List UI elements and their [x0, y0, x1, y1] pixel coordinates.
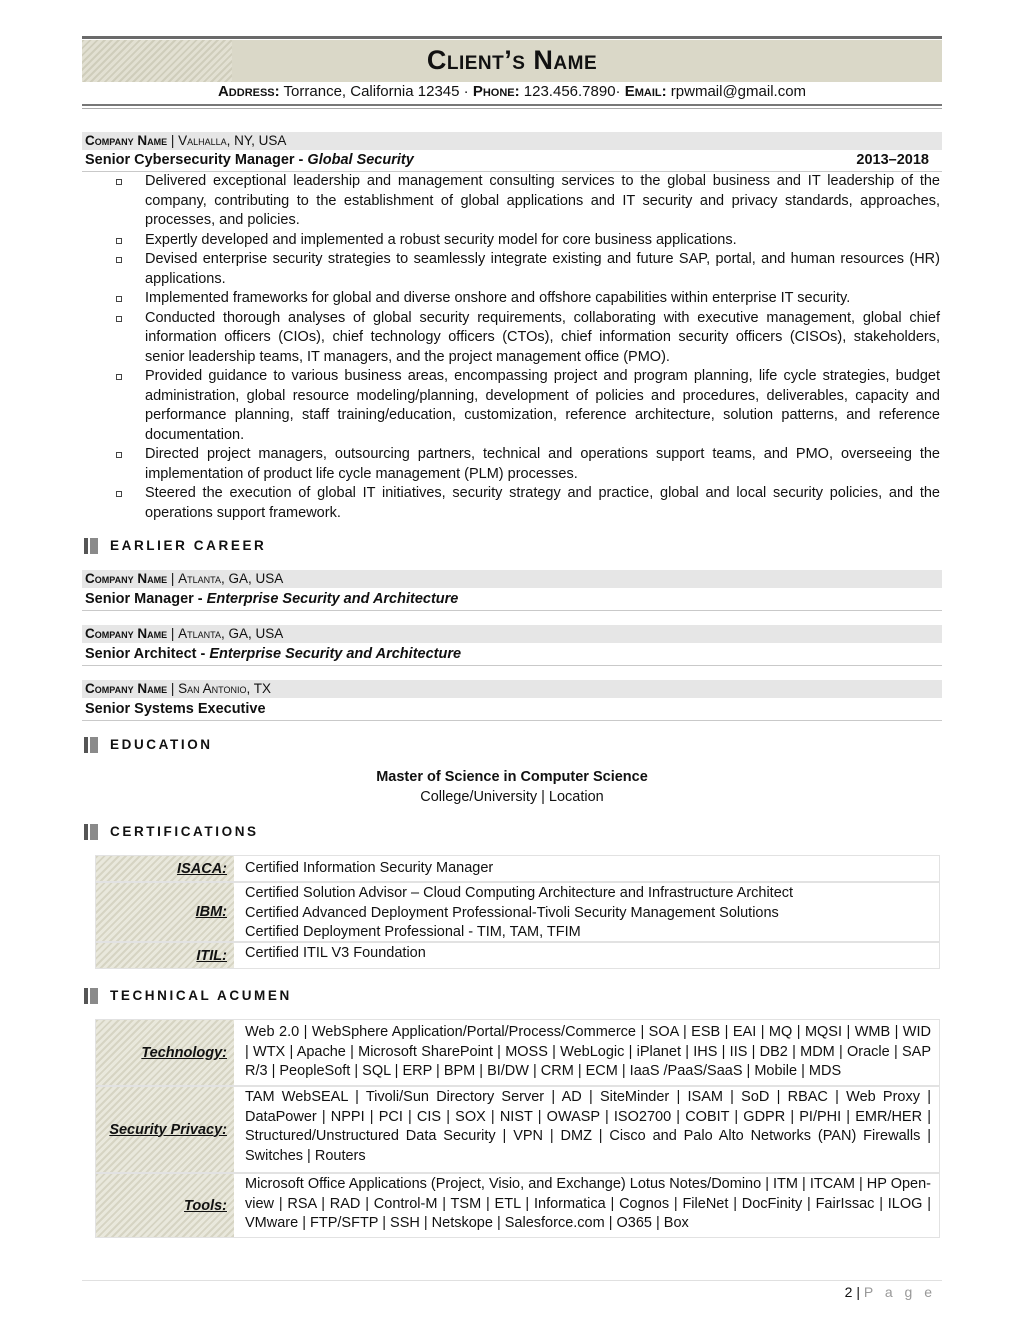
list-item: Expertly developed and implemented a robust security model for core business applications. [110, 231, 940, 251]
page-label: P a g e [863, 1284, 936, 1300]
cell-text: Microsoft Office Applications (Project, Visio, and Exchange) Lotus Notes/Domino | ITM | ITCAM | HP Open-view | RSA | RAD | Control-M | TSM | ETL | Informatica | Cognos | FileNet | DocFinity | FairIssac | ILOG | VMware | FTP/SFTP | SSH | Netskope | Salesforce.com | O365 | Box [245, 1176, 931, 1231]
header-rule-thin [82, 108, 942, 109]
company-name: Company Name [85, 571, 168, 586]
list-item: Implemented frameworks for global and diverse onshore and offshore capabilities within enterprise IT security. [110, 289, 940, 309]
email-value: rpwmail@gmail.com [670, 83, 807, 100]
header-rule [82, 104, 942, 106]
row-label: Technology: [141, 1044, 227, 1061]
cell-line: Certified Deployment Professional - TIM, TAM, TFIM [245, 924, 581, 940]
job-department: Enterprise Security and Architecture [206, 591, 459, 607]
role-line: Senior Cybersecurity Manager - Global Security 2013–2018 [85, 152, 929, 168]
page-footer: 2 | P a g e [844, 1284, 936, 1300]
job-dates: 2013–2018 [856, 152, 929, 168]
cell-line: Certified Advanced Deployment Professional-Tivoli Security Management Solutions [245, 904, 779, 921]
table-row [95, 882, 940, 942]
job-title: Senior Manager [85, 591, 194, 607]
list-item: Delivered exceptional leadership and management consulting services to the global business and IT leadership of the company, contributing to the establishment of global applications and IT security and privacy standards, approaches, processes, and policies. [110, 172, 940, 231]
cell-text: TAM WebSEAL | Tivoli/Sun Directory Server | AD | SiteMinder | ISAM | SoD | RBAC | Web Proxy | DataPower | NPPI | PCI | CIS | SOX | NIST | OWASP | ISO2700 | COBIT | GDPR | PI/PHI | EMR/HER | Structured/Unstructured Data Security | VPN | DMZ | Cisco and Palo Alto Networks (PAN) Firewalls | Switches | Routers [245, 1089, 931, 1164]
job-department: Enterprise Security and Architecture [209, 646, 462, 662]
company-location: Atlanta, GA, USA [178, 571, 284, 586]
job-department: Global Security [307, 152, 414, 168]
job-title: Senior Cybersecurity Manager [85, 152, 295, 168]
company-location: Atlanta, GA, USA [178, 626, 284, 641]
cell-line: Certified Information Security Manager [245, 860, 494, 876]
address-value: Torrance, California 12345 [283, 83, 460, 100]
company-name: Company Name [85, 626, 168, 641]
phone-label: Phone: [472, 83, 520, 100]
contact-line: Address: Torrance, California 12345 · Phone: 123.456.7890· Email: rpwmail@gmail.com [217, 83, 807, 100]
row-label: ISACA: [177, 860, 227, 877]
role-line: Senior Architect - Enterprise Security and Architecture [85, 646, 462, 662]
list-item: Provided guidance to various business areas, encompassing project and program planning, life cycle strategies, budget administration, global resource modeling/planning, development of policies and procedures, deliverables, capacity and performance planning, staff training/education, customization, reference architecture, solution patterns, and reference documentation. [110, 367, 940, 445]
company-line: Company Name | Atlanta, GA, USA [85, 571, 284, 586]
email-label: Email: [624, 83, 667, 100]
list-item: Devised enterprise security strategies to seamlessly integrate existing and future SAP, portal, and human resources (HR) applications. [110, 250, 940, 289]
company-location: Valhalla, NY, USA [178, 133, 287, 148]
job-title: Senior Architect [85, 646, 197, 662]
school: College/University | Location [420, 789, 604, 805]
client-name: Client’s Name [426, 45, 598, 75]
company-name: Company Name [85, 681, 168, 696]
role-rule [82, 610, 942, 611]
table-row [95, 1019, 940, 1086]
row-label: Security Privacy: [109, 1121, 227, 1138]
table-row [95, 1173, 940, 1238]
company-line: Company Name | Atlanta, GA, USA [85, 626, 284, 641]
row-label: ITIL: [196, 947, 227, 964]
cell-text: Web 2.0 | WebSphere Application/Portal/Process/Commerce | SOA | ESB | EAI | MQ | MQSI | WMB | WID | WTX | Apache | Microsoft SharePoint | MOSS | WebLogic | iPlanet | IHS | IIS | DB2 | MDM | Oracle | SAP R/3 | PeopleSoft | SQL | ERP | BPM | BI/DW | CRM | ECM | IaaS /PaaS/SaaS | Mobile | MDS [245, 1024, 931, 1079]
section-marker-icon [84, 988, 88, 1004]
row-label: IBM: [195, 904, 227, 920]
header-top-rule [82, 36, 942, 39]
role-line [85, 700, 929, 719]
responsibility-list [110, 172, 940, 523]
section-marker-icon [84, 538, 88, 554]
list-item: Steered the execution of global IT initiatives, security strategy and practice, global and local security policies, and the operations support framework. [110, 484, 940, 523]
page-number: 2 [844, 1284, 853, 1300]
table-row [95, 855, 940, 882]
job-title: Senior Systems Executive [85, 701, 266, 717]
degree: Master of Science in Computer Science [376, 769, 648, 785]
address-label: Address: [217, 83, 280, 100]
table-row [95, 1086, 940, 1173]
company-location: San Antonio, TX [178, 681, 271, 696]
section-marker-icon [84, 824, 88, 840]
list-item: Conducted thorough analyses of global security requirements, collaborating with executive management, global chief information officers (CIOs), chief technology officers (CTOs), chief information security officers (CISOs), stakeholders, senior leadership teams, IT managers, and the project management office (PMO). [110, 309, 940, 368]
row-label: Tools: [184, 1197, 227, 1214]
cell-line: Certified Solution Advisor – Cloud Computing Architecture and Infrastructure Architect [245, 885, 794, 901]
phone-value: 123.456.7890 [523, 83, 616, 100]
role-line: Senior Manager - Enterprise Security and Architecture [85, 591, 459, 607]
section-marker-icon [84, 737, 88, 753]
company-line: Company Name | Valhalla, NY, USA [85, 133, 287, 148]
role-rule [82, 720, 942, 721]
table-row [95, 942, 940, 969]
cell-line: Certified ITIL V3 Foundation [245, 945, 426, 961]
footer-rule [82, 1280, 942, 1281]
company-name: Company Name [85, 133, 168, 148]
company-line: Company Name | San Antonio, TX [85, 681, 271, 696]
list-item: Directed project managers, outsourcing partners, technical and operations support teams, and PMO, overseeing the implementation of product life cycle management (PLM) processes. [110, 445, 940, 484]
role-rule [82, 665, 942, 666]
